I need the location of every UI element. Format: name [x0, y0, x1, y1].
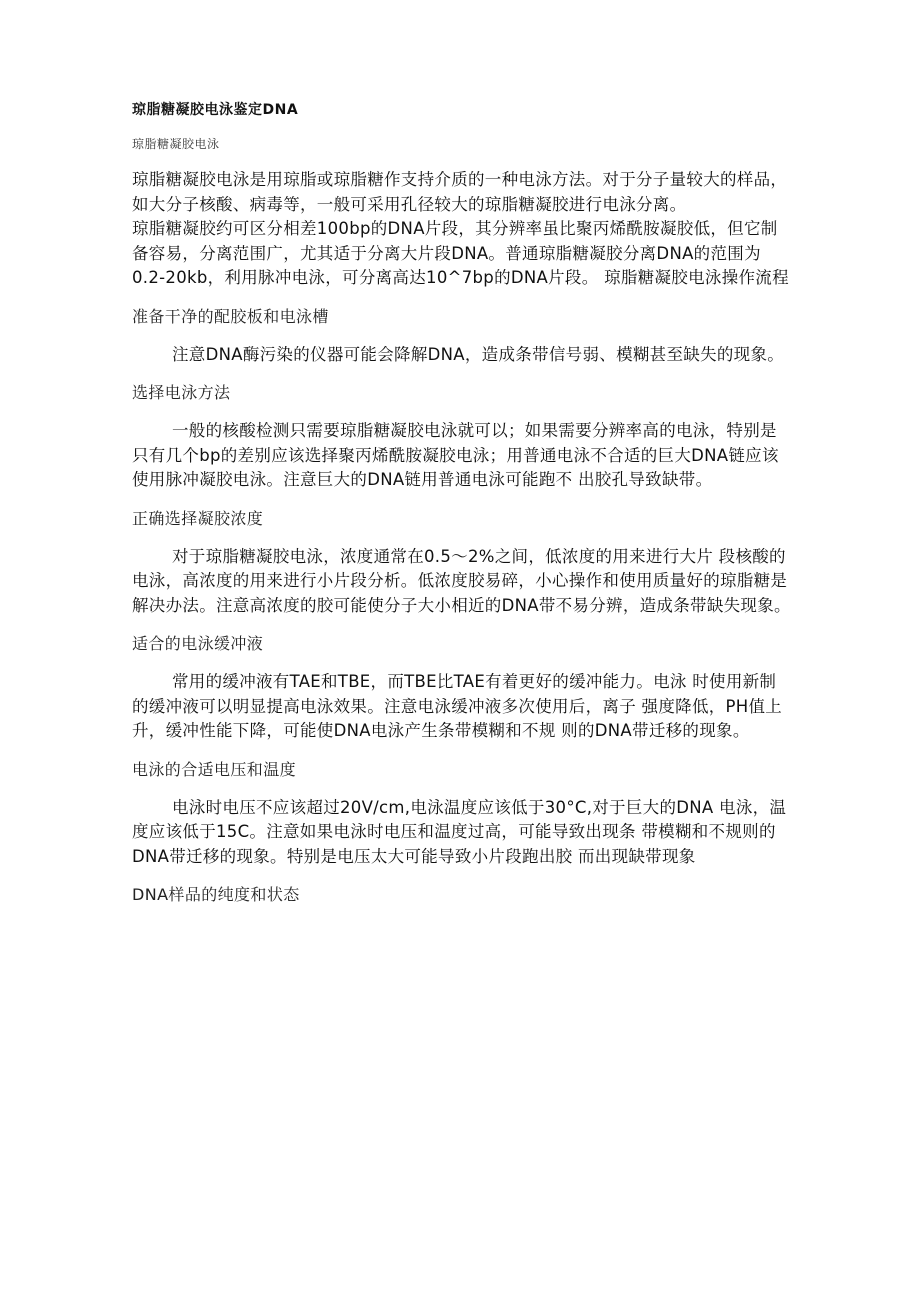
- section-heading: 选择电泳方法: [132, 383, 231, 402]
- section: [132, 758, 792, 870]
- section-body: 常用的缓冲液有TAE和TBE，而TBE比TAE有着更好的缓冲能力。电泳 时使用新制的缓冲液可以明显提高电泳效果。注意电泳缓冲液多次使用后，离子 强度降低，PH值上升，缓冲性能下降，可能使DNA电泳产生条带模糊和不规 则的DNA带迁移的现象。: [132, 672, 783, 740]
- intro-paragraph: 琼脂糖凝胶电泳是用琼脂或琼脂糖作支持介质的一种电泳方法。对于分子量较大的样品，如大分子核酸、病毒等，一般可采用孔径较大的琼脂糖凝胶进行电泳分离。: [132, 170, 788, 214]
- section: [132, 507, 792, 619]
- section: [132, 883, 792, 907]
- section-body: 注意DNA酶污染的仪器可能会降解DNA，造成条带信号弱、模糊甚至缺失的现象。: [172, 344, 785, 364]
- intro-block: [132, 168, 792, 291]
- section-body: 电泳时电压不应该超过20V/cm,电泳温度应该低于30°C,对于巨大的DNA 电泳，温度应该低于15C。注意如果电泳时电压和温度过高，可能导致出现条 带模糊和不规则的DNA带迁移的现象。特别是电压太大可能导致小片段跑出胶 而出现缺带现象: [132, 797, 787, 866]
- section-heading: 准备干净的配胶板和电泳槽: [132, 306, 329, 326]
- section: [132, 305, 792, 368]
- document-content: [132, 98, 792, 907]
- intro-paragraph: 琼脂糖凝胶约可区分相差100bp的DNA片段，其分辨率虽比聚丙烯酰胺凝胶低，但它制备容易，分离范围广，尤其适于分离大片段DNA。普通琼脂糖凝胶分离DNA的范围为0.2-20kb，利用脉冲电泳，可分离高达10^7bp的DNA片段。 琼脂糖凝胶电泳操作流程: [132, 219, 789, 287]
- section: [132, 632, 792, 744]
- section-body: 对于琼脂糖凝胶电泳，浓度通常在0.5～2%之间，低浓度的用来进行大片 段核酸的电泳，高浓度的用来进行小片段分析。低浓度胶易碎，小心操作和使用质量好的琼脂糖是解决办法。注意高浓度的胶可能使分子大小相近的DNA带不易分辨，造成条带缺失现象。: [132, 546, 791, 615]
- document-title: 琼脂糖凝胶电泳鉴定DNA: [132, 102, 299, 118]
- section-heading: 电泳的合适电压和温度: [132, 759, 297, 779]
- section-heading: DNA样品的纯度和状态: [132, 885, 300, 904]
- section: [132, 381, 792, 493]
- section-body: 一般的核酸检测只需要琼脂糖凝胶电泳就可以；如果需要分辨率高的电泳，特别是只有几个bp的差别应该选择聚丙烯酰胺凝胶电泳；用普通电泳不合适的巨大DNA链应该使用脉冲凝胶电泳。注意巨大的DNA链用普通电泳可能跑不 出胶孔导致缺带。: [132, 421, 779, 489]
- section-heading: 正确选择凝胶浓度: [132, 508, 264, 528]
- section-heading: 适合的电泳缓冲液: [132, 634, 264, 653]
- document-subtitle: 琼脂糖凝胶电泳: [132, 137, 220, 151]
